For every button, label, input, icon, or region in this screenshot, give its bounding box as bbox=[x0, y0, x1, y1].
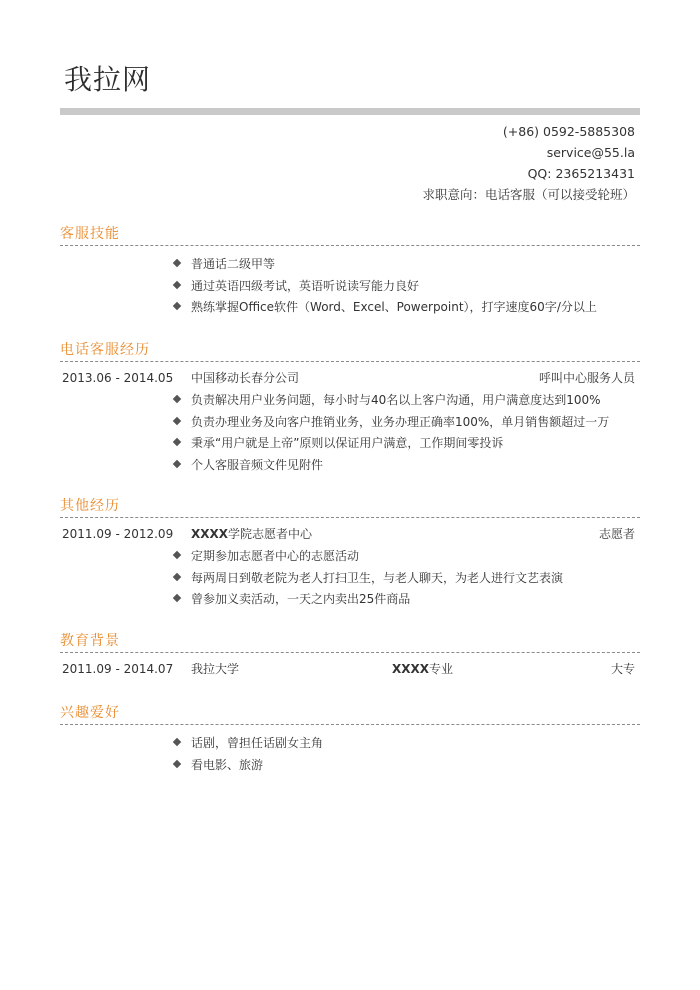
section-divider bbox=[60, 361, 640, 362]
diamond-bullet-icon bbox=[173, 551, 181, 559]
diamond-bullet-icon bbox=[173, 594, 181, 602]
list-item: 负责解决用户业务问题，每小时与40名以上客户沟通，用户满意度达到100% bbox=[172, 392, 609, 414]
diamond-bullet-icon bbox=[173, 259, 181, 267]
diamond-bullet-icon bbox=[173, 416, 181, 424]
section-title-other-experience: 其他经历 bbox=[60, 498, 120, 514]
school-name: 我拉大学 bbox=[191, 662, 240, 676]
phone-number: (+86) 0592-5885308 bbox=[502, 124, 635, 139]
list-item: 看电影、旅游 bbox=[172, 757, 323, 779]
entry-role: 志愿者 bbox=[598, 527, 635, 541]
diamond-bullet-icon bbox=[173, 459, 181, 467]
skills-list bbox=[172, 256, 597, 321]
job-objective: 求职意向：电话客服（可以接受轮班） bbox=[422, 187, 635, 202]
list-item: 定期参加志愿者中心的志愿活动 bbox=[172, 548, 563, 570]
list-item: 秉承“用户就是上帝”原则以保证用户满意，工作期间零投诉 bbox=[172, 435, 609, 457]
section-divider bbox=[60, 652, 640, 653]
entry-organization-prefix: XXXX bbox=[191, 527, 229, 541]
entry-organization-suffix: 学院志愿者中心 bbox=[228, 527, 313, 541]
education-entry bbox=[60, 661, 635, 677]
list-item: 负责办理业务及向客户推销业务，业务办理正确率100%，单月销售额超过一万 bbox=[172, 414, 609, 436]
phone-experience-list bbox=[172, 392, 609, 478]
major bbox=[392, 661, 453, 677]
entry-role: 呼叫中心服务人员 bbox=[538, 371, 635, 385]
section-divider bbox=[60, 517, 640, 518]
diamond-bullet-icon bbox=[173, 438, 181, 446]
experience-entry-header bbox=[60, 370, 635, 386]
entry-organization: 中国移动长春分公司 bbox=[191, 371, 300, 385]
section-divider bbox=[60, 724, 640, 725]
list-item: 个人客服音频文件见附件 bbox=[172, 457, 609, 479]
diamond-bullet-icon bbox=[173, 572, 181, 580]
section-title-skills: 客服技能 bbox=[60, 226, 120, 242]
major-prefix: XXXX bbox=[392, 662, 430, 676]
candidate-name: 我拉网 bbox=[64, 63, 152, 96]
qq-number: QQ: 2365213431 bbox=[527, 166, 635, 181]
list-item: 通过英语四级考试，英语听说读写能力良好 bbox=[172, 278, 597, 300]
list-item: 熟练掌握Office软件（Word、Excel、Powerpoint），打字速度60字/分以上 bbox=[172, 299, 597, 321]
header-bar bbox=[60, 108, 640, 115]
diamond-bullet-icon bbox=[173, 280, 181, 288]
section-title-phone-experience: 电话客服经历 bbox=[60, 342, 150, 358]
entry-date: 2011.09 - 2012.09 bbox=[62, 527, 174, 541]
email-address: service@55.la bbox=[546, 145, 635, 160]
list-item: 每两周日到敬老院为老人打扫卫生，与老人聊天，为老人进行文艺表演 bbox=[172, 570, 563, 592]
section-divider bbox=[60, 245, 640, 246]
entry-date: 2011.09 - 2014.07 bbox=[62, 662, 174, 676]
contact-block bbox=[422, 121, 635, 205]
diamond-bullet-icon bbox=[173, 738, 181, 746]
other-experience-list bbox=[172, 548, 563, 613]
list-item: 普通话二级甲等 bbox=[172, 256, 597, 278]
section-title-hobbies: 兴趣爱好 bbox=[60, 705, 120, 721]
diamond-bullet-icon bbox=[173, 395, 181, 403]
section-title-education: 教育背景 bbox=[60, 633, 120, 649]
diamond-bullet-icon bbox=[173, 759, 181, 767]
entry-date: 2013.06 - 2014.05 bbox=[62, 371, 174, 385]
degree: 大专 bbox=[610, 662, 635, 676]
list-item: 曾参加义卖活动，一天之内卖出25件商品 bbox=[172, 591, 563, 613]
diamond-bullet-icon bbox=[173, 302, 181, 310]
major-suffix: 专业 bbox=[429, 662, 454, 676]
hobbies-list bbox=[172, 735, 323, 778]
list-item: 话剧，曾担任话剧女主角 bbox=[172, 735, 323, 757]
entry-organization bbox=[191, 526, 312, 542]
experience-entry-header bbox=[60, 526, 635, 542]
